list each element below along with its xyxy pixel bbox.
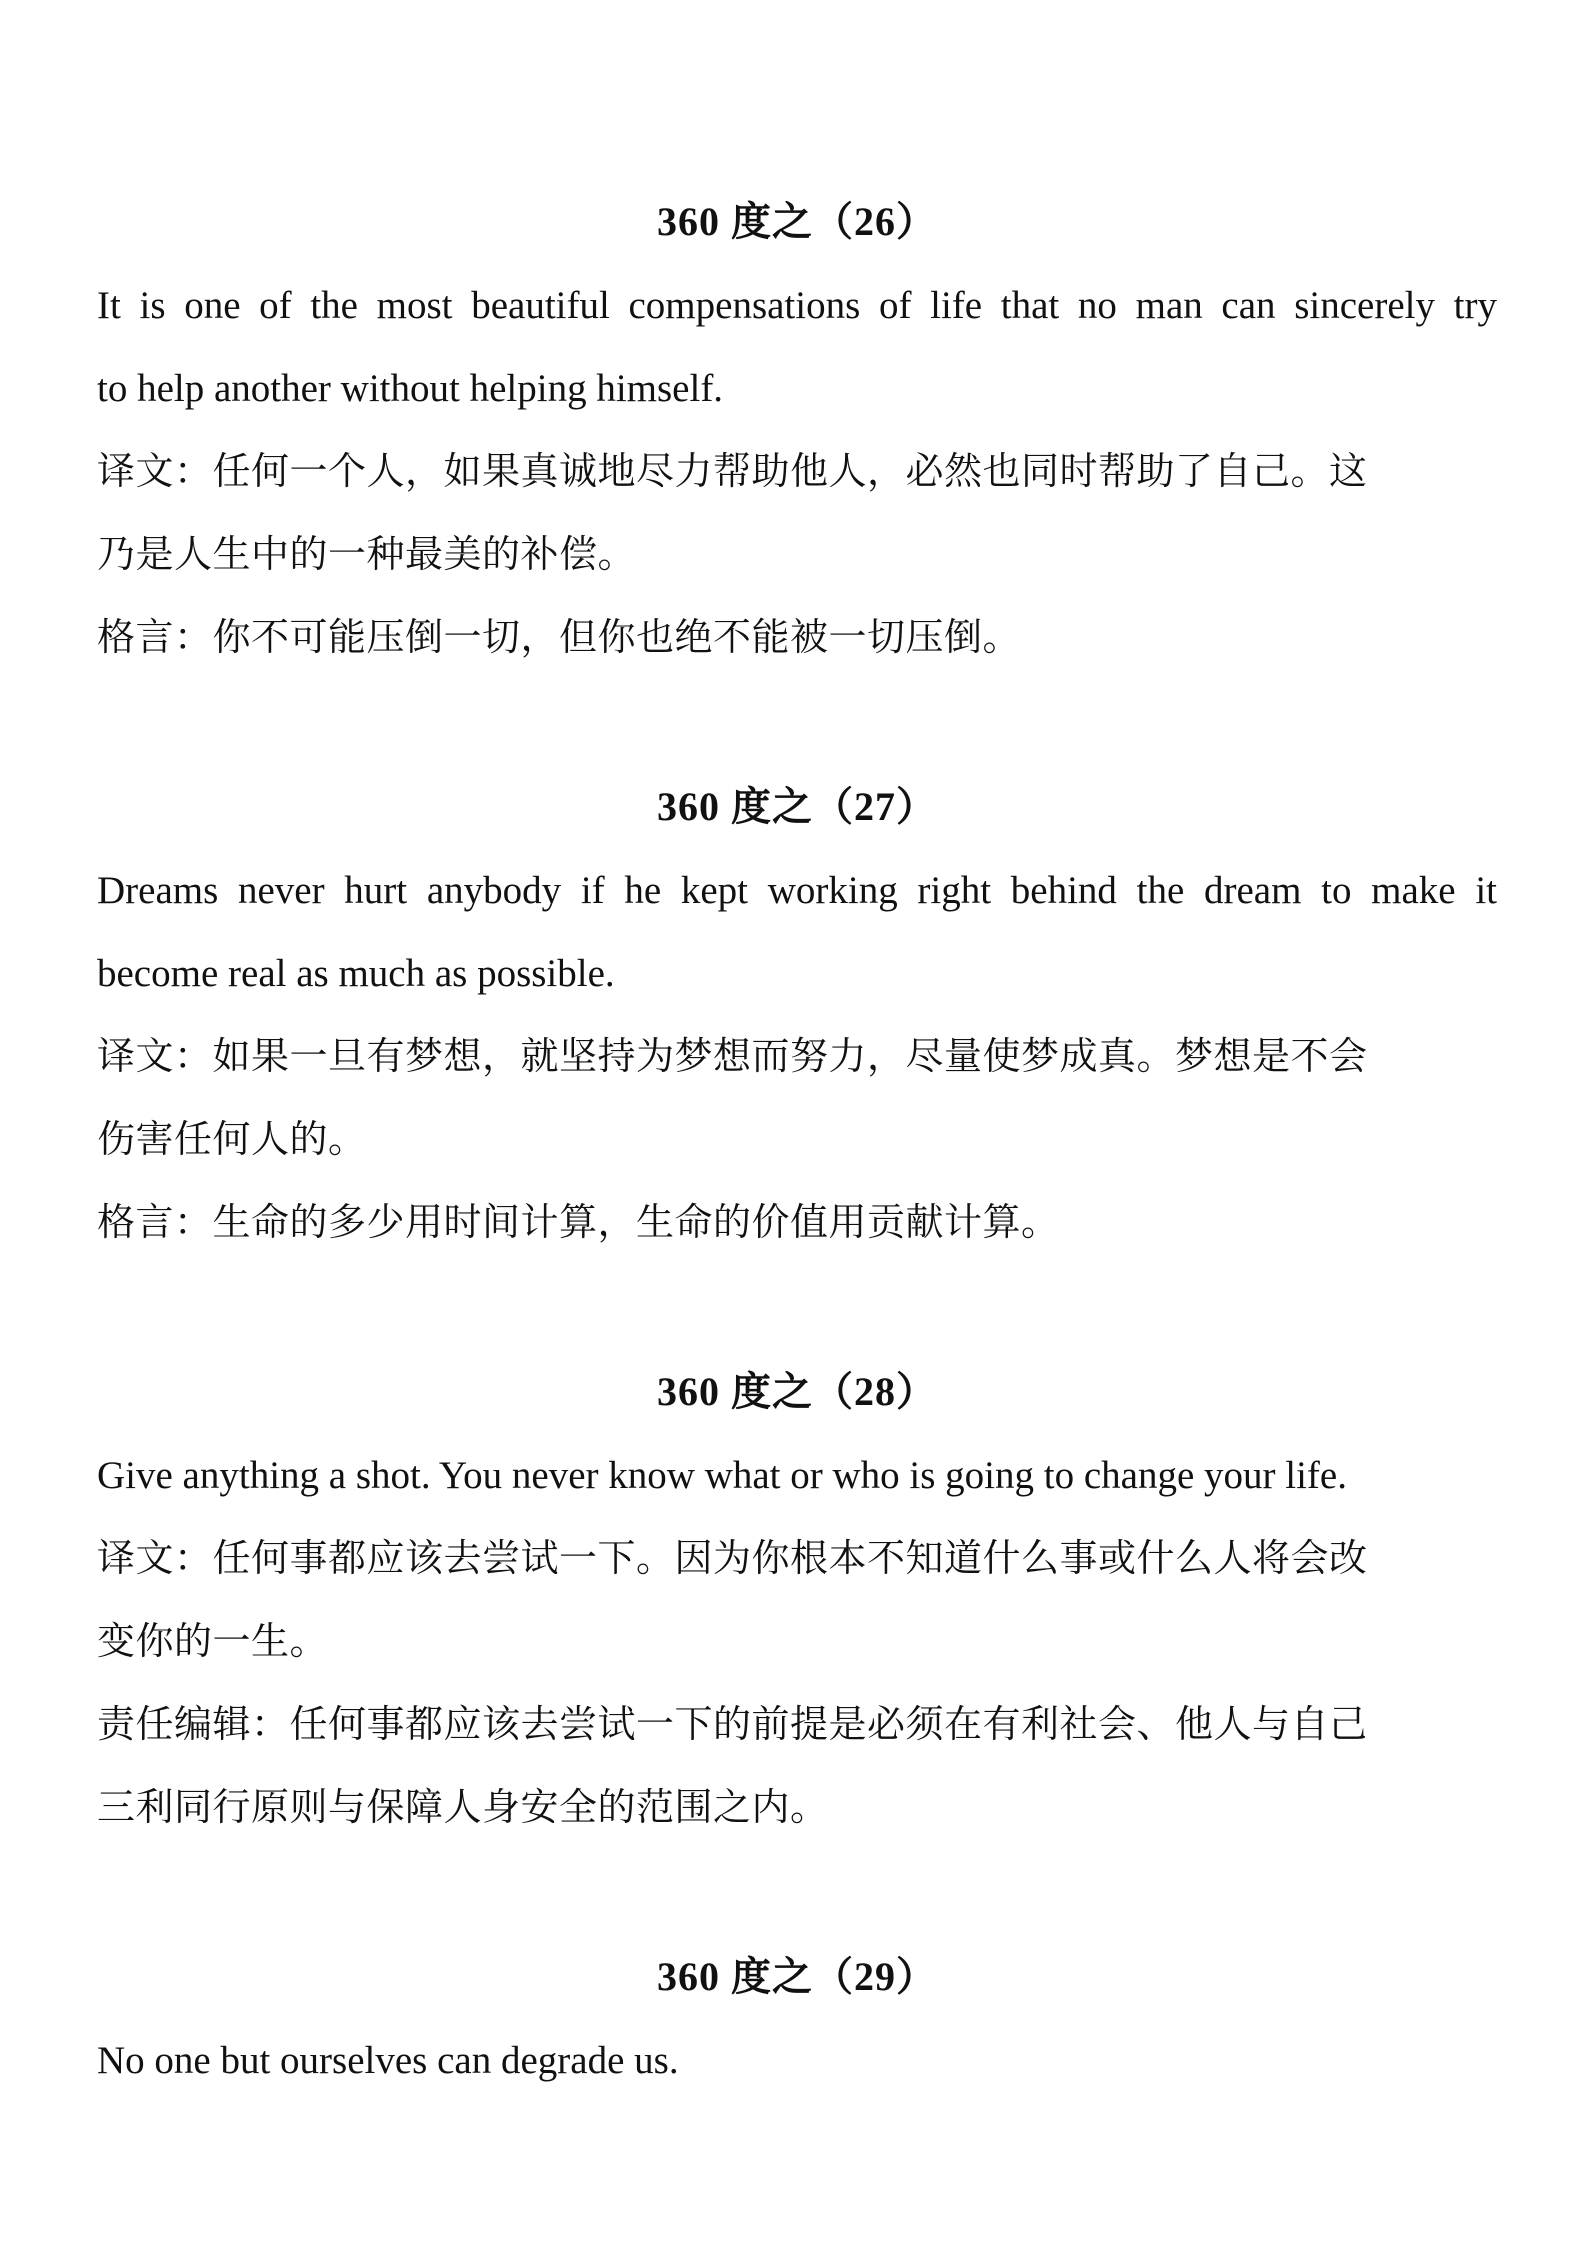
section-27 — [97, 765, 1497, 1264]
translation-line: 变你的一生。 — [97, 1619, 329, 1663]
section-title: 360 度之（27） — [657, 784, 937, 829]
english-line: It is one of the most beautiful compensations of life that no man can sincerely try — [97, 284, 1497, 327]
translation-line: 译文：任何一个人，如果真诚地尽力帮助他人，必然也同时帮助了自己。这 — [97, 449, 1368, 493]
section-29 — [97, 1935, 1497, 2102]
english-line: No one but ourselves can degrade us. — [97, 2039, 679, 2082]
editor-note-line: 三利同行原则与保障人身安全的范围之内。 — [97, 1785, 829, 1829]
translation-line: 译文：任何事都应该去尝试一下。因为你根本不知道什么事或什么人将会改 — [97, 1536, 1368, 1580]
section-28 — [97, 1350, 1497, 1849]
motto-line: 格言：生命的多少用时间计算，生命的价值用贡献计算。 — [97, 1200, 1060, 1244]
translation-line: 乃是人生中的一种最美的补偿。 — [97, 532, 637, 576]
section-26 — [97, 180, 1497, 679]
section-title: 360 度之（29） — [657, 1954, 937, 1999]
translation-line: 伤害任何人的。 — [97, 1117, 367, 1161]
english-line: Give anything a shot. You never know what or who is going to change your life. — [97, 1454, 1347, 1497]
translation-line: 译文：如果一旦有梦想，就坚持为梦想而努力，尽量使梦成真。梦想是不会 — [97, 1034, 1368, 1078]
english-line: Dreams never hurt anybody if he kept working right behind the dream to make it — [97, 869, 1497, 912]
english-line: to help another without helping himself. — [97, 367, 724, 410]
section-title: 360 度之（28） — [657, 1369, 937, 1414]
english-line: become real as much as possible. — [97, 952, 615, 995]
motto-line: 格言：你不可能压倒一切，但你也绝不能被一切压倒。 — [97, 615, 1022, 659]
section-title: 360 度之（26） — [657, 199, 937, 244]
editor-note-line: 责任编辑：任何事都应该去尝试一下的前提是必须在有利社会、他人与自己 — [97, 1702, 1368, 1746]
